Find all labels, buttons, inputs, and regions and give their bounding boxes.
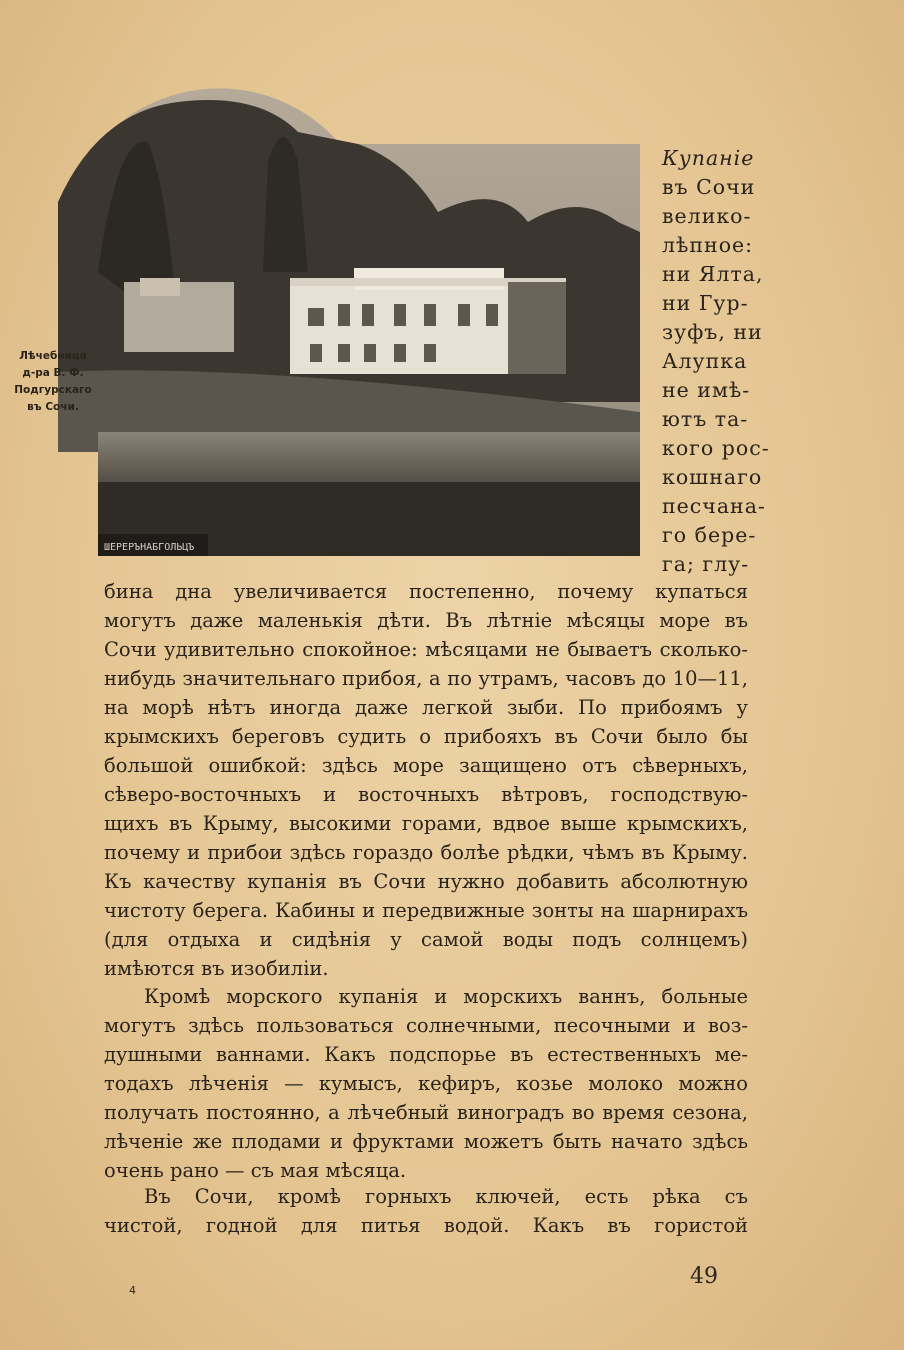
text-line: сѣверо-восточныхъ и восточныхъ вѣтровъ, господствую- xyxy=(104,783,748,806)
text-line: душными ваннами. Какъ подспорье въ естественныхъ ме- xyxy=(104,1043,748,1066)
text-line: тодахъ лѣченія — кумысъ, кефиръ, козье молоко можно xyxy=(104,1072,748,1095)
side-line: Алупка xyxy=(662,349,748,373)
text-line: Кромѣ морского купанія и морскихъ ваннъ, больные xyxy=(144,985,748,1008)
caption-line: Лѣчебница xyxy=(19,350,87,362)
text-line: лѣченіе же плодами и фруктами можетъ быть начато здѣсь xyxy=(104,1130,748,1153)
text-line: крымскихъ береговъ судить о прибояхъ въ Сочи было бы xyxy=(104,725,748,748)
side-line: кого рос- xyxy=(662,436,770,460)
side-line: ютъ та- xyxy=(662,407,749,431)
text-line: имѣются въ изобиліи. xyxy=(104,957,329,980)
text-line: на морѣ нѣтъ иногда даже легкой зыби. По прибоямъ у xyxy=(104,696,748,719)
text-line: нибудь значительнаго прибоя, а по утрамъ, часовъ до 10—11, xyxy=(104,667,748,690)
text-line: очень рано — съ мая мѣсяца. xyxy=(104,1159,407,1182)
side-line: ни Гур- xyxy=(662,291,749,315)
photo-illustration xyxy=(58,72,640,556)
text-line: Сочи удивительно спокойное: мѣсяцами не бываетъ сколько- xyxy=(104,638,748,661)
text-line: могутъ даже маленькія дѣти. Въ лѣтніе мѣсяцы море въ xyxy=(104,609,748,632)
caption-line: Подгурскаго xyxy=(14,384,92,396)
side-text-column xyxy=(662,144,772,579)
side-line: не имѣ- xyxy=(662,378,751,402)
text-line: большой ошибкой: здѣсь море защищено отъ сѣверныхъ, xyxy=(104,754,748,777)
caption-line: д-ра В. Ф. xyxy=(22,367,84,379)
photo-credit: ШЕРЕРЪНАБГОЛЬЦЪ xyxy=(104,542,195,553)
side-line: ни Ялта, xyxy=(662,262,764,286)
signature-mark: 4 xyxy=(129,1284,136,1297)
side-line: га; глу- xyxy=(662,552,750,576)
side-line: кошнаго xyxy=(662,465,763,489)
side-line: песчана- xyxy=(662,494,766,518)
text-line: чистоту берега. Кабины и передвижные зонты на шарнирахъ xyxy=(104,899,748,922)
side-line: Купанiе xyxy=(662,146,755,170)
text-line: чистой, годной для питья водой. Какъ въ гористой xyxy=(104,1214,748,1237)
side-line: го бере- xyxy=(662,523,757,547)
text-line: щихъ въ Крыму, высокими горами, вдвое выше крымскихъ, xyxy=(104,812,748,835)
paragraph-3 xyxy=(104,1182,748,1240)
page-number: 49 xyxy=(690,1264,718,1289)
text-line: почему и прибои здѣсь гораздо болѣе рѣдки, чѣмъ въ Крыму. xyxy=(104,841,748,864)
text-line: бина дна увеличивается постепенно, почему купаться xyxy=(104,580,748,603)
text-line: Къ качеству купанія въ Сочи нужно добавить абсолютную xyxy=(104,870,748,893)
side-line: зуфъ, ни xyxy=(662,320,763,344)
photo-caption xyxy=(10,348,96,416)
sanatorium-photo xyxy=(58,72,640,556)
paragraph-1 xyxy=(104,577,748,983)
caption-line: въ Сочи. xyxy=(27,401,79,413)
paragraph-2 xyxy=(104,982,748,1185)
text-line: получать постоянно, а лѣчебный виноградъ во время сезона, xyxy=(104,1101,748,1124)
text-line: (для отдыха и сидѣнія у самой воды подъ солнцемъ) xyxy=(104,928,748,951)
side-line: лѣпное: xyxy=(662,233,754,257)
side-line: въ Сочи xyxy=(662,175,756,199)
text-line: Въ Сочи, кромѣ горныхъ ключей, есть рѣка съ xyxy=(144,1185,748,1208)
side-line: велико- xyxy=(662,204,752,228)
text-line: могутъ здѣсь пользоваться солнечными, песочными и воз- xyxy=(104,1014,748,1037)
